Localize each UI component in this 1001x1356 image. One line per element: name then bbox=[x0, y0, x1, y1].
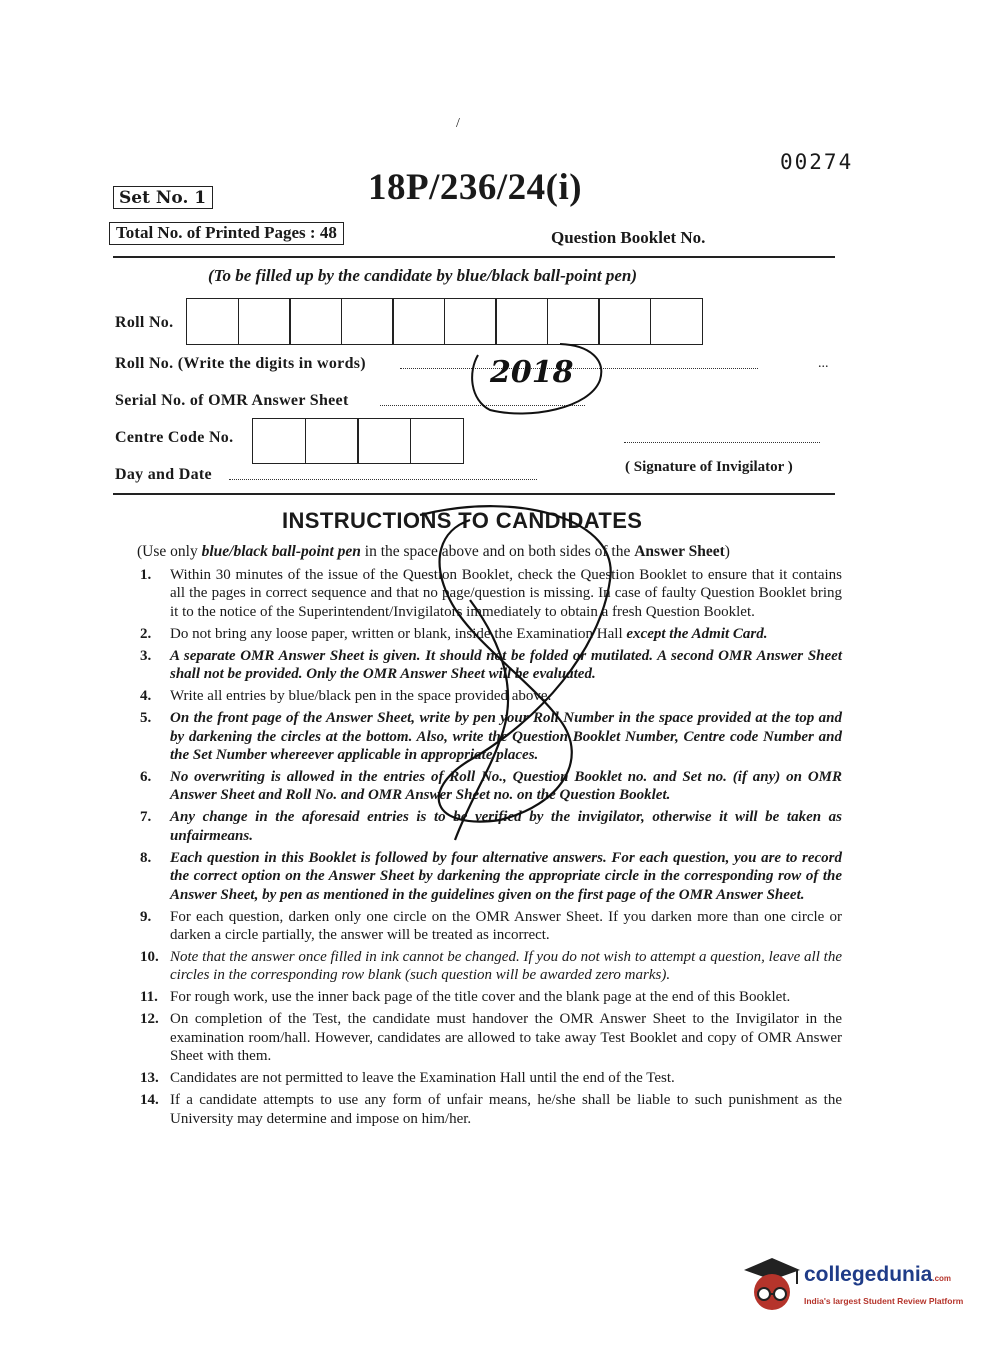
instruction-number: 4. bbox=[140, 688, 152, 705]
instruction-number: 5. bbox=[140, 710, 152, 727]
paper-code: 18P/236/24(i) bbox=[368, 167, 583, 208]
centre-digit-box[interactable] bbox=[410, 418, 464, 464]
form-divider bbox=[113, 493, 835, 495]
instruction-number: 2. bbox=[140, 625, 152, 642]
collegedunia-tagline: India's largest Student Review Platform bbox=[804, 1296, 964, 1306]
pen-note-middle: in the space above and on both sides of the bbox=[360, 543, 635, 560]
centre-code-label: Centre Code No. bbox=[115, 429, 234, 446]
instruction-number: 10. bbox=[140, 949, 159, 966]
instruction-item bbox=[140, 948, 842, 985]
roll-digit-box[interactable] bbox=[238, 298, 291, 345]
instruction-text: On completion of the Test, the candidate must handover the OMR Answer Sheet to the Invigilator in the examination room/hall. However, candidates are allowed to take away Test Booklet and copy of OMR Answer Sheet with them. bbox=[170, 1011, 842, 1065]
pen-note-prefix: (Use only bbox=[137, 543, 202, 560]
roll-digit-box[interactable] bbox=[186, 298, 239, 345]
instruction-text: Do not bring any loose paper, written or blank, inside the Examination Hall bbox=[170, 625, 627, 642]
instruction-emphasis: On the front page of the Answer Sheet, write by pen your Roll Number in the space provided at the top and by darkening the circles at the bottom. Also, write the Question Booklet Number, Centre code Number and the Set Number whereever applicable in appropriate places. bbox=[170, 710, 842, 764]
set-number-box: Set No. 1 bbox=[113, 186, 213, 209]
pen-usage-note bbox=[137, 543, 730, 561]
header-divider bbox=[113, 256, 835, 258]
instruction-emphasis: Any change in the aforesaid entries is to be verified by the invigilator, otherwise it will be taken as unfairmeans. bbox=[170, 809, 842, 844]
instruction-text: Write all entries by blue/black pen in the space provided above. bbox=[170, 688, 552, 705]
instruction-number: 7. bbox=[140, 809, 152, 826]
instruction-emphasis: Each question in this Booklet is followed by four alternative answers. For each question, you are to record the correct option on the Answer Sheet by darkening the appropriate circle in the corresponding row of the Answer Sheet, by pen as mentioned in the guidelines given on the first page of the OMR Answer Sheet. bbox=[170, 849, 842, 903]
roll-digit-box[interactable] bbox=[444, 298, 497, 345]
instructions-list bbox=[140, 566, 842, 1132]
instruction-item bbox=[140, 988, 842, 1006]
instruction-number: 13. bbox=[140, 1070, 159, 1087]
instruction-item bbox=[140, 849, 842, 904]
instruction-italic-text: Note that the answer once filled in ink cannot be changed. If you do not wish to attempt a question, leave all the circles in the corresponding row blank (such question will be awarded zero marks). bbox=[170, 949, 842, 984]
total-pages-box: Total No. of Printed Pages : 48 bbox=[109, 222, 344, 245]
instruction-item bbox=[140, 1069, 842, 1087]
booklet-serial-number: 00274 bbox=[780, 150, 854, 174]
instruction-number: 6. bbox=[140, 769, 152, 786]
instruction-item bbox=[140, 1010, 842, 1065]
instructions-heading: INSTRUCTIONS TO CANDIDATES bbox=[282, 508, 643, 533]
roll-digit-box[interactable] bbox=[392, 298, 445, 345]
instruction-number: 11. bbox=[140, 989, 158, 1006]
instruction-emphasis: A separate OMR Answer Sheet is given. It should not be folded or mutilated. A second OMR Answer Sheet shall not be provided. Only the OMR Answer Sheet will be evaluated. bbox=[170, 647, 842, 683]
roll-digit-box[interactable] bbox=[495, 298, 548, 345]
roll-digit-box[interactable] bbox=[289, 298, 342, 345]
instruction-item bbox=[140, 647, 842, 684]
side-dots: ... bbox=[818, 356, 829, 371]
instruction-number: 8. bbox=[140, 849, 152, 866]
instruction-number: 12. bbox=[140, 1011, 159, 1028]
collegedunia-brand bbox=[804, 1263, 951, 1287]
roll-digit-box[interactable] bbox=[650, 298, 703, 345]
instruction-emphasis: No overwriting is allowed in the entries of Roll No., Question Booklet no. and Set no. (if any) on OMR Answer Sheet and Roll No. and OMR Answer Sheet no. on the Question Booklet. bbox=[170, 769, 842, 804]
centre-digit-box[interactable] bbox=[357, 418, 411, 464]
roll-no-boxes[interactable] bbox=[186, 298, 701, 345]
centre-digit-box[interactable] bbox=[305, 418, 359, 464]
top-mark: / bbox=[456, 116, 460, 131]
question-booklet-label: Question Booklet No. bbox=[551, 228, 706, 247]
instruction-item bbox=[140, 908, 842, 945]
instruction-number: 14. bbox=[140, 1092, 159, 1109]
centre-code-boxes[interactable] bbox=[252, 418, 462, 464]
omr-serial-line[interactable] bbox=[380, 405, 585, 406]
roll-digit-box[interactable] bbox=[547, 298, 600, 345]
roll-no-words-label: Roll No. (Write the digits in words) bbox=[115, 355, 366, 372]
instruction-number: 9. bbox=[140, 908, 152, 925]
instruction-item bbox=[140, 566, 842, 621]
fill-instruction-note: (To be filled up by the candidate by blue/black ball-point pen) bbox=[208, 266, 638, 285]
roll-number-circle bbox=[472, 344, 601, 413]
instruction-number: 3. bbox=[140, 647, 152, 664]
instruction-item bbox=[140, 808, 842, 845]
instruction-text: Candidates are not permitted to leave the Examination Hall until the end of the Test. bbox=[170, 1070, 675, 1087]
instruction-text: For each question, darken only one circle on the OMR Answer Sheet. If you darken more than one circle or darken a circle partially, the answer will be treated as incorrect. bbox=[170, 908, 842, 944]
instruction-number: 1. bbox=[140, 567, 152, 583]
day-date-label: Day and Date bbox=[115, 466, 212, 483]
pen-note-suffix: ) bbox=[724, 543, 730, 560]
roll-no-words-line[interactable] bbox=[400, 368, 758, 369]
instruction-item bbox=[140, 709, 842, 764]
instruction-item bbox=[140, 625, 842, 643]
instruction-item bbox=[140, 687, 842, 705]
day-date-line[interactable] bbox=[229, 479, 537, 480]
instruction-emphasis: except the Admit Card. bbox=[626, 625, 768, 642]
brand-name: collegedunia bbox=[804, 1263, 933, 1286]
invigilator-signature-label: ( Signature of Invigilator ) bbox=[625, 459, 793, 475]
instruction-item bbox=[140, 1091, 842, 1128]
brand-suffix: .com bbox=[932, 1274, 952, 1283]
centre-digit-box[interactable] bbox=[252, 418, 306, 464]
roll-digit-box[interactable] bbox=[598, 298, 651, 345]
instruction-text: Within 30 minutes of the issue of the Question Booklet, check the Question Booklet to ensure that it contains all the pages in correct sequence and that no page/question is missing. In case of faulty Question Booklet bring it to the notice of the Superintendent/Invigilators immediately to obtain a fresh Question Booklet. bbox=[170, 567, 842, 620]
roll-no-label: Roll No. bbox=[115, 314, 174, 331]
handwritten-roll-number: 2018 bbox=[490, 355, 574, 390]
pen-note-sheet: Answer Sheet bbox=[634, 543, 725, 560]
omr-serial-label: Serial No. of OMR Answer Sheet bbox=[115, 392, 349, 409]
instruction-text: For rough work, use the inner back page of the title cover and the blank page at the end of this Booklet. bbox=[170, 989, 791, 1006]
instruction-text: If a candidate attempts to use any form of unfair means, he/she shall be liable to such punishment as the University may determine and impose on him/her. bbox=[170, 1092, 842, 1127]
instruction-item bbox=[140, 768, 842, 805]
pen-note-pen: blue/black ball-point pen bbox=[201, 543, 361, 560]
roll-digit-box[interactable] bbox=[341, 298, 394, 345]
invigilator-signature-line[interactable] bbox=[624, 442, 820, 443]
